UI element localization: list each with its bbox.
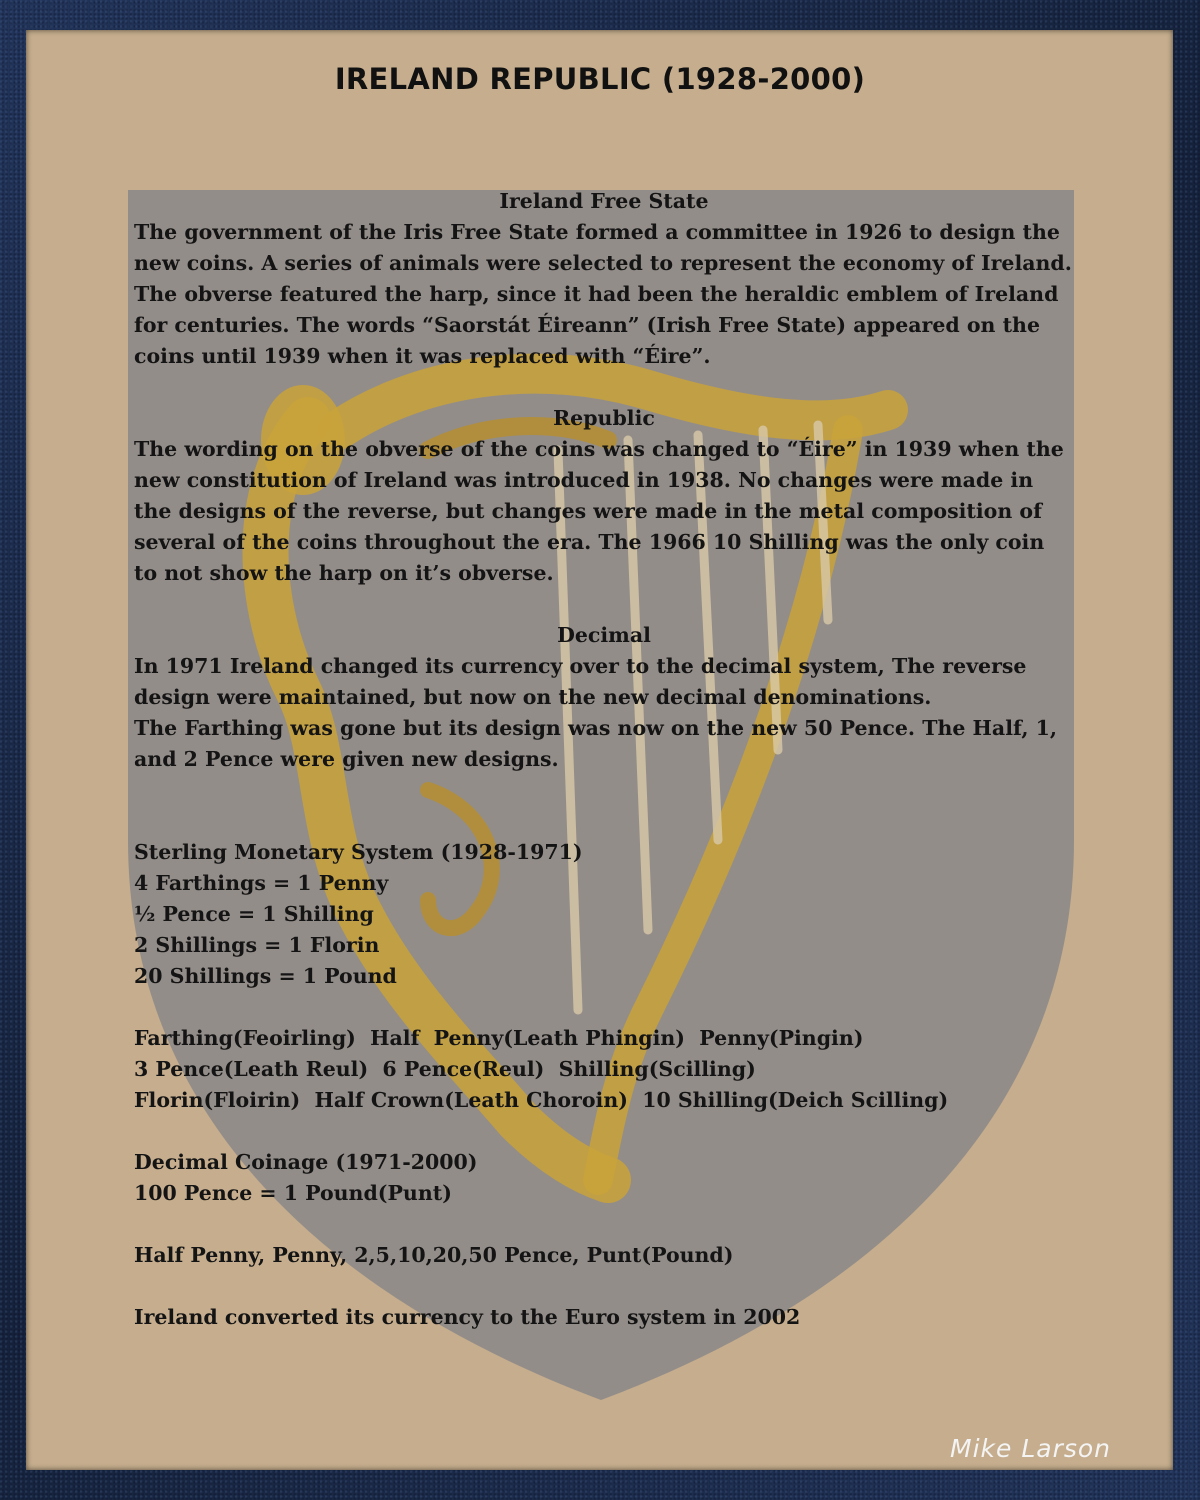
free-state-paragraph: The government of the Iris Free State formed a committee in 1926 to design the new coins. A series of animals were selected to represent the economy of Ireland. The obverse featured the harp, since it had been the heraldic emblem of Ireland for centuries. The words “Saorstát Éireann” (Irish Free State) appeared on the coins until 1939 when it was replaced with “Éire”. (134, 220, 1072, 368)
decimal-paragraph-2: The Farthing was gone but its design was now on the new 50 Pence. The Half, 1, and 2 Pence were given new designs. (134, 716, 1058, 771)
sterling-line: 2 Shillings = 1 Florin (134, 933, 380, 957)
coin-names-line: 3 Pence(Leath Reul) 6 Pence(Reul) Shilling(Scilling) (134, 1057, 756, 1081)
author-signature: Mike Larson (950, 1434, 1112, 1463)
republic-heading: Republic (553, 406, 655, 430)
sterling-heading: Sterling Monetary System (1928-1971) (134, 840, 583, 864)
sterling-line: 4 Farthings = 1 Penny (134, 871, 389, 895)
coin-names-line: Farthing(Feoirling) Half Penny(Leath Phingin) Penny(Pingin) (134, 1026, 864, 1050)
page-title: IRELAND REPUBLIC (1928-2000) (334, 62, 866, 96)
decimal-coinage-heading: Decimal Coinage (1971-2000) (134, 1150, 478, 1174)
free-state-heading: Ireland Free State (499, 189, 709, 213)
decimal-denominations: Half Penny, Penny, 2,5,10,20,50 Pence, Punt(Pound) (134, 1243, 734, 1267)
sterling-line: ½ Pence = 1 Shilling (134, 902, 374, 926)
document-body (134, 186, 1074, 1333)
republic-paragraph: The wording on the obverse of the coins was changed to “Éire” in 1939 when the new constitution of Ireland was introduced in 1938. No changes were made in the designs of the reverse, but changes were made in the metal composition of several of the coins throughout the era. The 1966 10 Shilling was the only coin to not show the harp on it’s obverse. (134, 437, 1064, 585)
sterling-line: 20 Shillings = 1 Pound (134, 964, 397, 988)
decimal-paragraph-1: In 1971 Ireland changed its currency over to the decimal system, The reverse design were maintained, but now on the new decimal denominations. (134, 654, 1027, 709)
decimal-heading: Decimal (557, 623, 651, 647)
decimal-coinage-line: 100 Pence = 1 Pound(Punt) (134, 1181, 452, 1205)
coin-names-line: Florin(Floirin) Half Crown(Leath Choroin) 10 Shilling(Deich Scilling) (134, 1088, 949, 1112)
euro-note: Ireland converted its currency to the Euro system in 2002 (134, 1305, 801, 1329)
